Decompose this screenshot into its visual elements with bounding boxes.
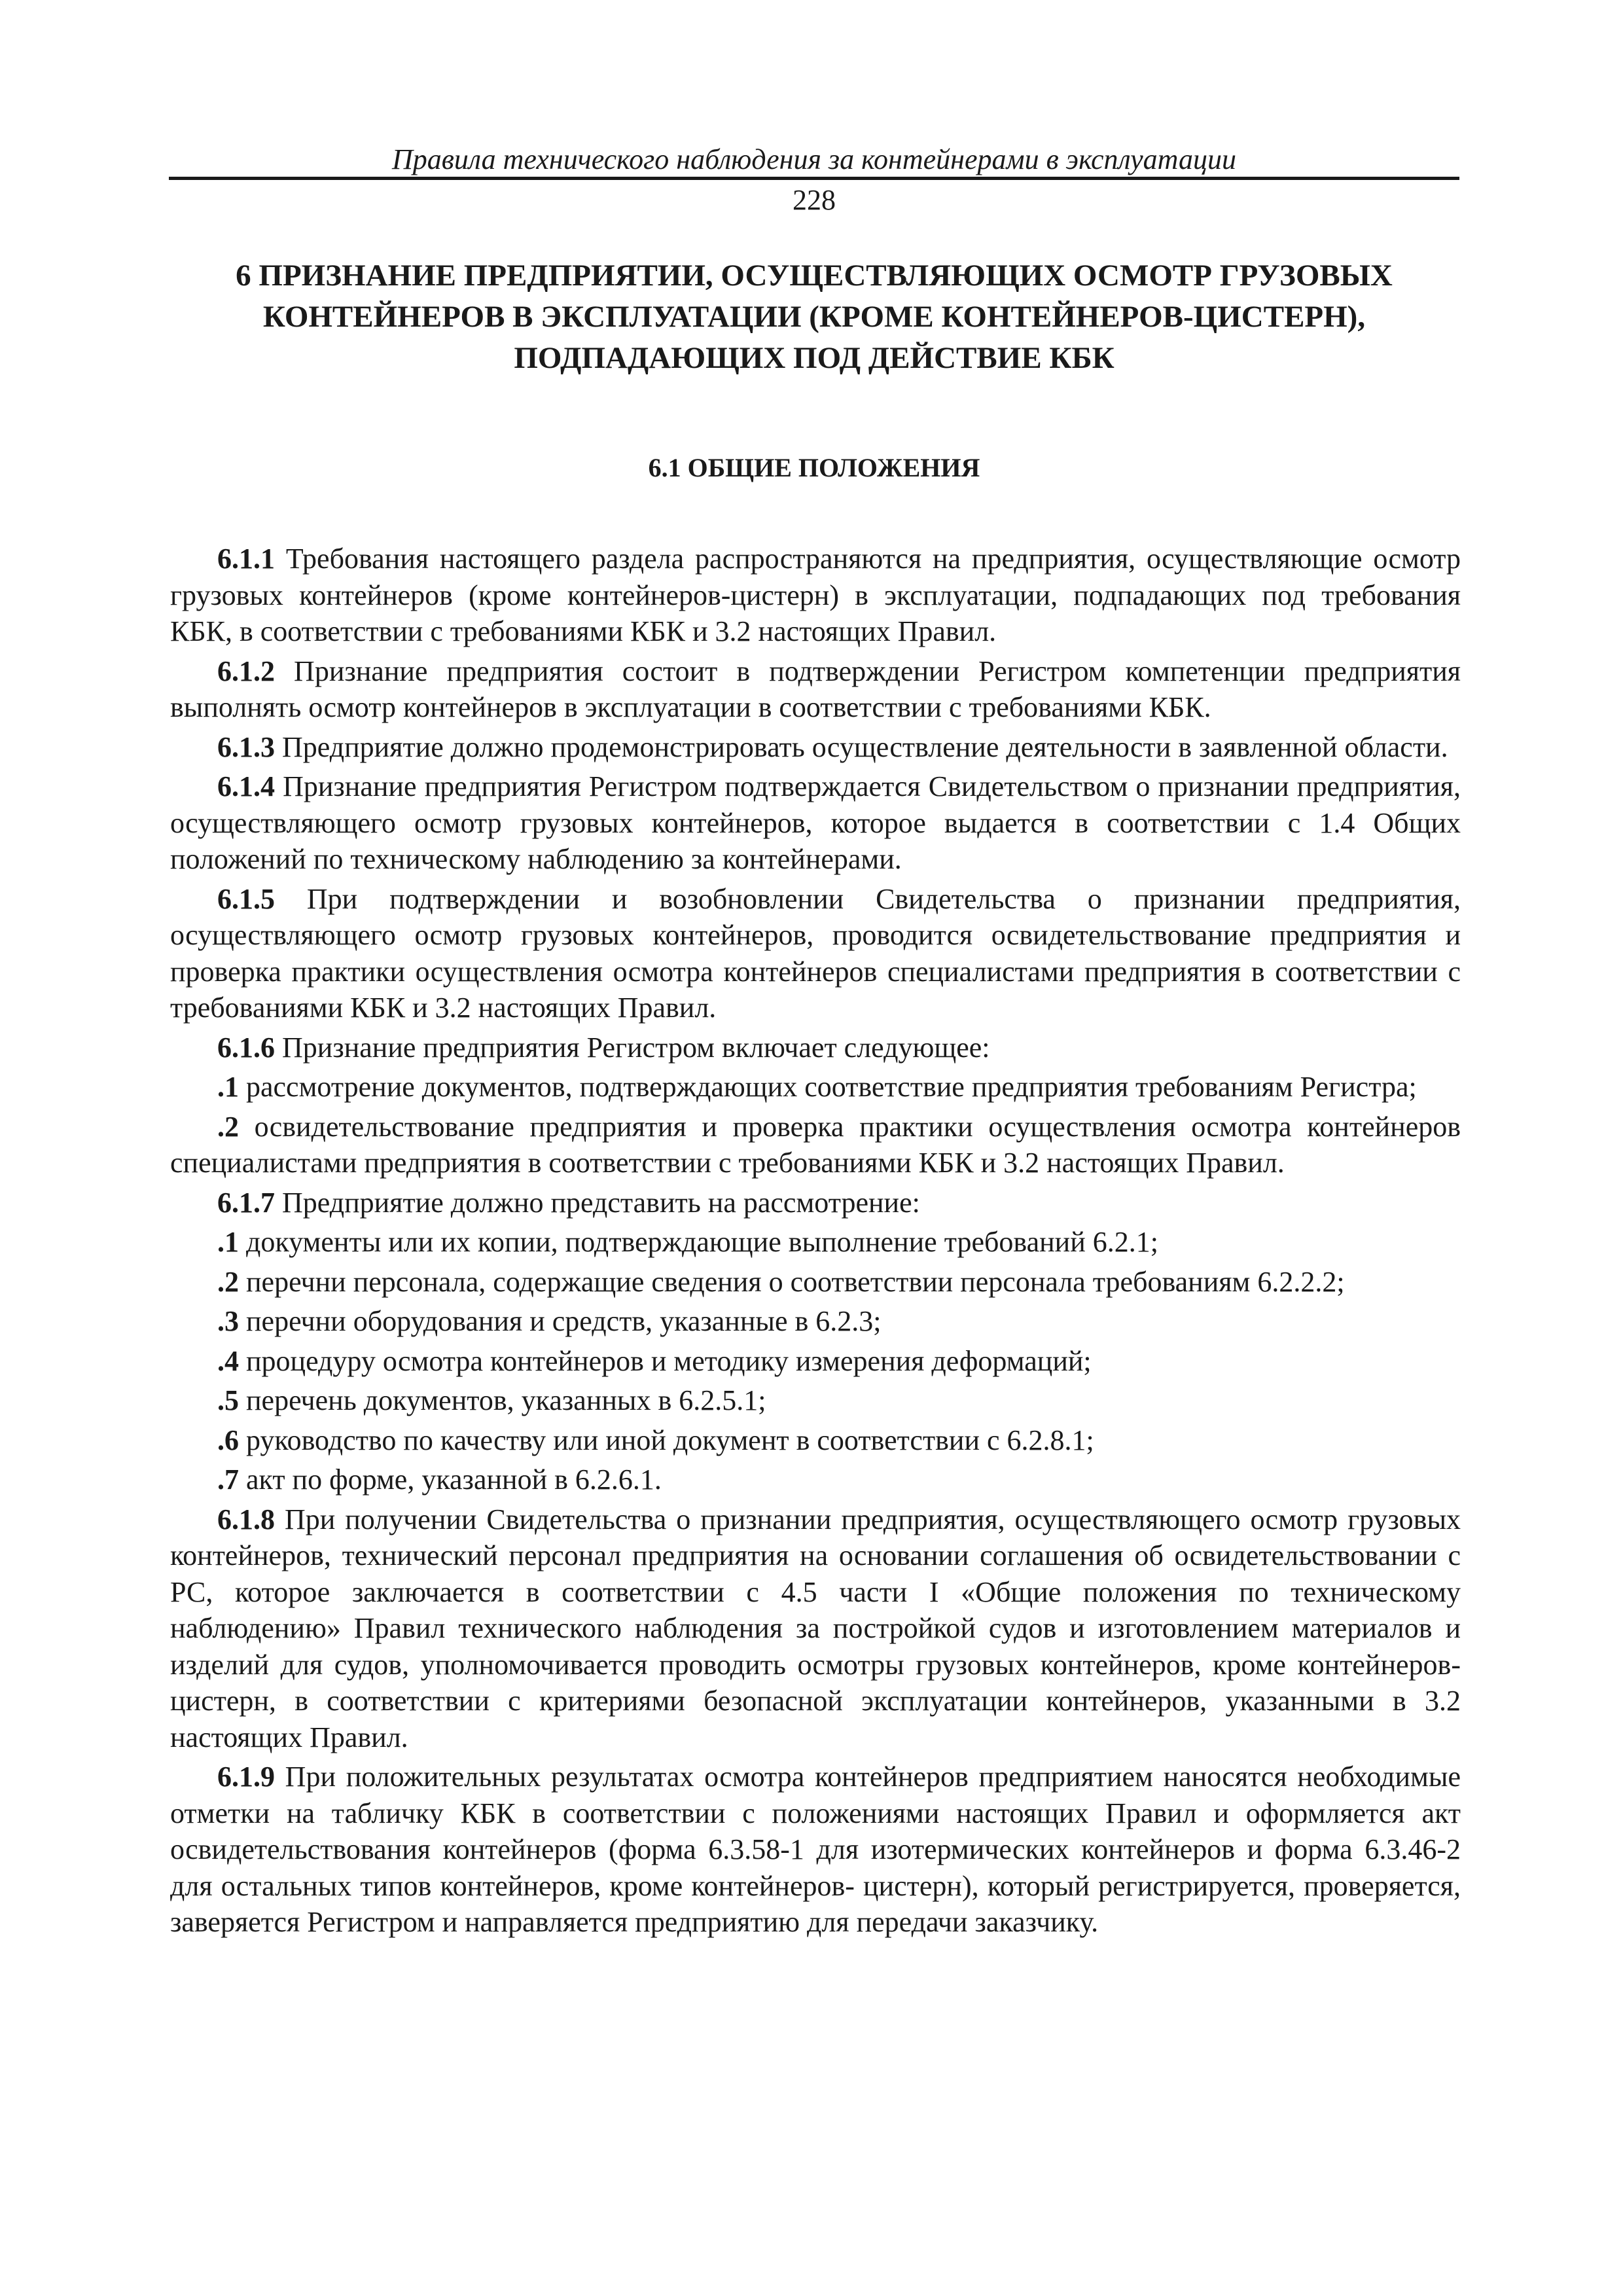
item-text: перечни персонала, содержащие сведения о соответствии персонала требованиям 6.2.2.2; xyxy=(239,1265,1345,1298)
item-number: .3 xyxy=(217,1305,239,1337)
item-number: .5 xyxy=(217,1384,239,1416)
paragraph-number: 6.1.1 xyxy=(217,543,275,575)
paragraph-6-1-1 xyxy=(170,541,1461,650)
item-number: .6 xyxy=(217,1424,239,1456)
paragraph-6-1-8 xyxy=(170,1501,1461,1756)
item-text: процедуру осмотра контейнеров и методику измерения деформаций; xyxy=(239,1344,1092,1377)
list-item-6-1-7-1 xyxy=(170,1224,1461,1261)
section-title: 6.1 ОБЩИЕ ПОЛОЖЕНИЯ xyxy=(648,453,980,482)
list-item-6-1-6-1 xyxy=(170,1069,1461,1105)
paragraph-number: 6.1.2 xyxy=(217,655,275,687)
list-item-6-1-7-6 xyxy=(170,1422,1461,1459)
paragraph-number: 6.1.8 xyxy=(217,1503,275,1535)
item-text: документы или их копии, подтверждающие выполнение требований 6.2.1; xyxy=(239,1226,1158,1258)
paragraph-6-1-3 xyxy=(170,729,1461,766)
document-body xyxy=(170,541,1461,1944)
running-header: Правила технического наблюдения за контейнерами в эксплуатации xyxy=(392,143,1236,175)
paragraph-number: 6.1.3 xyxy=(217,730,275,763)
paragraph-text: При получении Свидетельства о признании предприятия, осуществляющего осмотр грузовых контейнеров, технический персонал предприятия на основании соглашения об освидетельствовании с РС, которое заключается в соответствии с 4.5 части I «Общие положения по техническому наблюдению» Правил технического наблюдения за постройкой судов и изготовлением материалов и изделий для судов, уполномочивается проводить осмотры грузовых контейнеров, кроме контейнеров-цистерн, в соответствии с критериями безопасной эксплуатации контейнеров, указанными в 3.2 настоящих Правил. xyxy=(170,1503,1461,1753)
item-number: .2 xyxy=(217,1265,239,1298)
paragraph-number: 6.1.7 xyxy=(217,1186,275,1219)
paragraph-text: Предприятие должно продемонстрировать осуществление деятельности в заявленной области. xyxy=(275,730,1448,763)
paragraph-number: 6.1.9 xyxy=(217,1761,275,1793)
list-item-6-1-7-7 xyxy=(170,1462,1461,1498)
chapter-title: 6 ПРИЗНАНИЕ ПРЕДПРИЯТИИ, ОСУЩЕСТВЛЯЮЩИХ ОСМОТР ГРУЗОВЫХ КОНТЕЙНЕРОВ В ЭКСПЛУАТАЦИИ (КРОМЕ КОНТЕЙНЕРОВ-ЦИСТЕРН), ПОДПАДАЮЩИХ ПОД ДЕЙСТВИЕ КБК xyxy=(236,259,1393,375)
paragraph-6-1-4 xyxy=(170,768,1461,878)
item-number: .7 xyxy=(217,1463,239,1496)
paragraph-6-1-6 xyxy=(170,1030,1461,1066)
paragraph-text: Требования настоящего раздела распространяются на предприятия, осуществляющие осмотр грузовых контейнеров (кроме контейнеров-цистерн) в эксплуатации, подпадающих под требования КБК, в соответствии с требованиями КБК и 3.2 настоящих Правил. xyxy=(170,543,1461,647)
item-number: .4 xyxy=(217,1344,239,1377)
list-item-6-1-7-3 xyxy=(170,1303,1461,1340)
item-text: руководство по качеству или иной документ в соответствии с 6.2.8.1; xyxy=(239,1424,1094,1456)
paragraph-text: При подтверждении и возобновлении Свидетельства о признании предприятия, осуществляющего осмотр грузовых контейнеров, проводится освидетельствование предприятия и проверка практики осуществления осмотра контейнеров специалистами предприятия в соответствии с требованиями КБК и 3.2 настоящих Правил. xyxy=(170,882,1461,1024)
paragraph-6-1-7 xyxy=(170,1185,1461,1221)
paragraph-text: Предприятие должно представить на рассмотрение: xyxy=(275,1186,920,1219)
list-item-6-1-6-2 xyxy=(170,1109,1461,1181)
list-item-6-1-7-4 xyxy=(170,1343,1461,1380)
paragraph-6-1-5 xyxy=(170,881,1461,1026)
paragraph-text: Признание предприятия Регистром включает следующее: xyxy=(275,1031,990,1064)
page-number: 228 xyxy=(793,184,836,216)
item-text: освидетельствование предприятия и проверка практики осуществления осмотра контейнеров специалистами предприятия в соответствии с требованиями КБК и 3.2 настоящих Правил. xyxy=(170,1110,1461,1179)
item-text: перечни оборудования и средств, указанные в 6.2.3; xyxy=(239,1305,882,1337)
paragraph-6-1-9 xyxy=(170,1759,1461,1941)
item-number: .1 xyxy=(217,1226,239,1258)
paragraph-number: 6.1.6 xyxy=(217,1031,275,1064)
item-text: перечень документов, указанных в 6.2.5.1; xyxy=(239,1384,766,1416)
list-item-6-1-7-2 xyxy=(170,1264,1461,1300)
item-text: рассмотрение документов, подтверждающих соответствие предприятия требованиям Регистра; xyxy=(239,1071,1417,1103)
item-number: .1 xyxy=(217,1071,239,1103)
header-rule xyxy=(169,177,1459,180)
paragraph-number: 6.1.4 xyxy=(217,770,275,802)
list-item-6-1-7-5 xyxy=(170,1382,1461,1419)
paragraph-text: При положительных результатах осмотра контейнеров предприятием наносятся необходимые отметки на табличку КБК в соответствии с положениями настоящих Правил и оформляется акт освидетельствования контейнеров (форма 6.3.58-1 для изотермических контейнеров и форма 6.3.46-2 для остальных типов контейнеров, кроме контейнеров- цистерн), который регистрируется, проверяется, заверяется Регистром и направляется предприятию для передачи заказчику. xyxy=(170,1761,1461,1938)
paragraph-6-1-2 xyxy=(170,653,1461,726)
paragraph-text: Признание предприятия Регистром подтверждается Свидетельством о признании предприятия, осуществляющего осмотр грузовых контейнеров, которое выдается в соответствии с 1.4 Общих положений по техническому наблюдению за контейнерами. xyxy=(170,770,1461,875)
item-number: .2 xyxy=(217,1110,239,1143)
paragraph-text: Признание предприятия состоит в подтверждении Регистром компетенции предприятия выполнять осмотр контейнеров в эксплуатации в соответствии с требованиями КБК. xyxy=(170,655,1461,723)
paragraph-number: 6.1.5 xyxy=(217,882,275,915)
item-text: акт по форме, указанной в 6.2.6.1. xyxy=(239,1463,662,1496)
